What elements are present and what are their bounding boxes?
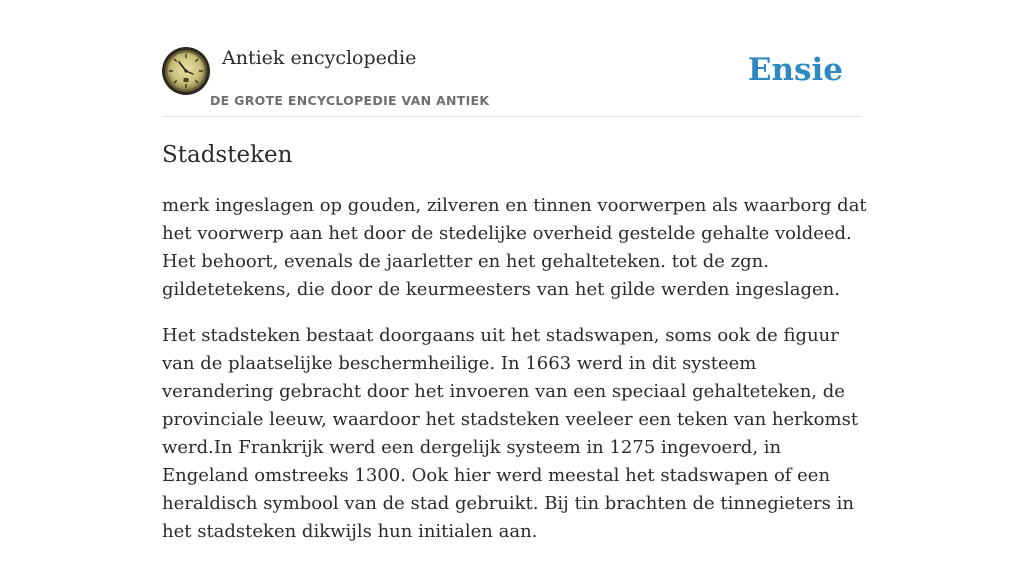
article-paragraph: Het stadsteken bestaat doorgaans uit het stadswapen, soms ook de figuur van de plaatselijke beschermheilige. In 1663 werd in dit systeem verandering gebracht door het invoeren van een speciaal gehalteteken, de provinciale leeuw, waardoor het stadsteken veeleer een teken van herkomst werd.In Frankrijk werd een dergelijk systeem in 1275 ingevoerd, in Engeland omstreeks 1300. Ook hier werd meestal het stadswapen of een heraldisch symbool van de stad gebruikt. Bij tin brachten de tinnegieters in het stadsteken dikwijls hun initialen aan. xyxy=(162,325,859,542)
site-title[interactable]: Antiek encyclopedie xyxy=(222,47,417,69)
site-subtitle: DE GROTE ENCYCLOPEDIE VAN ANTIEK xyxy=(210,93,490,108)
site-header xyxy=(162,46,862,117)
page-title: Stadsteken xyxy=(162,142,293,168)
brand-logo[interactable]: Ensie xyxy=(747,52,843,88)
article-paragraph: merk ingeslagen op gouden, zilveren en tinnen voorwerpen als waarborg dat het voorwerp aan het door de stedelijke overheid gestelde gehalte voldeed. Het behoort, evenals de jaarletter en het gehalteteken. tot de zgn. gildetetekens, die door de keurmeesters van het gilde werden ingeslagen. xyxy=(162,195,867,300)
article-body xyxy=(162,192,867,564)
antique-clock-icon[interactable] xyxy=(162,47,210,95)
